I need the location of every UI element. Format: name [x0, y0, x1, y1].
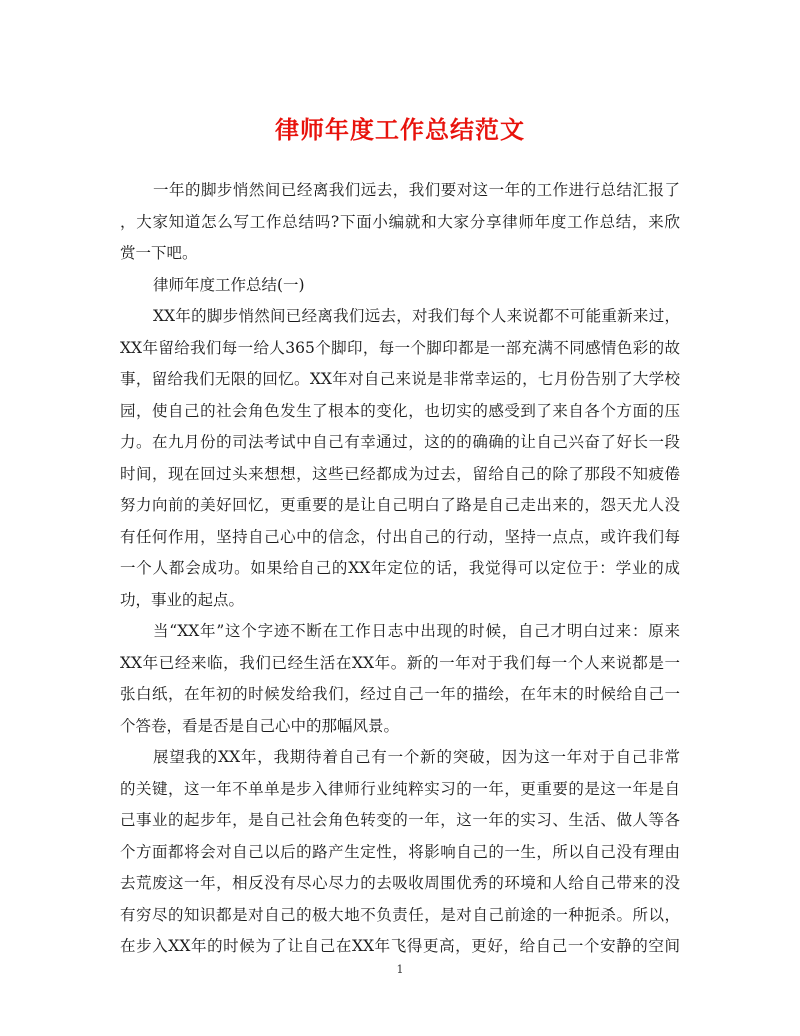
text-line: 有穷尽的知识都是对自己的极大地不负责任，是对自己前途的一种扼杀。所以， [120, 905, 680, 924]
text-line: 张白纸，在年初的时候发给我们，经过自己一年的描绘，在年末的时候给自己一 [120, 685, 680, 703]
text-line: 事，留给我们无限的回忆。XX年对自己来说是非常幸运的，七月份告别了大学校 [120, 370, 680, 388]
page-number: 1 [396, 963, 404, 976]
text-line: 努力向前的美好回忆，更重要的是让自己明白了路是自己走出来的，怨天尤人没 [120, 496, 680, 514]
text-line: 一个人都会成功。如果给自己的XX年定位的话，我觉得可以定位于：学业的成 [120, 559, 680, 577]
text-line: XX年已经来临，我们已经生活在XX年。新的一年对于我们每一个人来说都是一 [120, 653, 680, 672]
text-line: 赏一下吧。 [120, 244, 198, 262]
text-line: 展望我的XX年，我期待着自己有一个新的突破，因为这一年对于自己非常 [153, 748, 680, 766]
document-body [120, 175, 680, 963]
document-title: 律师年度工作总结范文 [275, 116, 525, 144]
text-line: 个方面都将会对自己以后的路产生定性，将影响自己的一生，所以自己没有理由 [120, 842, 680, 861]
text-line: 功，事业的起点。 [120, 590, 245, 609]
text-line: 有任何作用，坚持自己心中的信念，付出自己的行动，坚持一点点，或许我们每 [120, 527, 680, 546]
text-line: XX年留给我们每一给人365个脚印，每一个脚印都是一部充满不同感情色彩的故 [120, 338, 680, 357]
text-line: 去荒废这一年，相反没有尽心尽力的去吸收周围优秀的环境和人给自己带来的没 [120, 874, 680, 892]
text-line: XX年的脚步悄然间已经离我们远去，对我们每个人来说都不可能重新来过， [153, 307, 680, 325]
text-line: 园，使自己的社会角色发生了根本的变化，也切实的感受到了来自各个方面的压 [120, 401, 680, 420]
text-line: 时间，现在回过头来想想，这些已经都成为过去，留给自己的除了那段不知疲倦 [120, 464, 680, 483]
text-line: 律师年度工作总结(一) [153, 275, 305, 294]
text-line: 的关键，这一年不单单是步入律师行业纯粹实习的一年，更重要的是这一年是自 [120, 779, 680, 798]
text-line: ，大家知道怎么写工作总结吗?下面小编就和大家分享律师年度工作总结，来欣 [120, 212, 680, 231]
text-line: 力。在九月份的司法考试中自己有幸通过，这的的确确的让自己兴奋了好长一段 [120, 433, 680, 451]
text-line: 在步入XX年的时候为了让自己在XX年飞得更高，更好，给自己一个安静的空间 [120, 937, 680, 955]
text-line: 当“XX年”这个字迹不断在工作日志中出现的时候，自己才明白过来：原来 [153, 622, 680, 640]
text-line: 个答卷，看是否是自己心中的那幅风景。 [120, 716, 400, 735]
text-line: 己事业的起步年，是自己社会角色转变的一年，这一年的实习、生活、做人等各 [120, 811, 680, 829]
text-line: 一年的脚步悄然间已经离我们远去，我们要对这一年的工作进行总结汇报了 [153, 181, 680, 199]
